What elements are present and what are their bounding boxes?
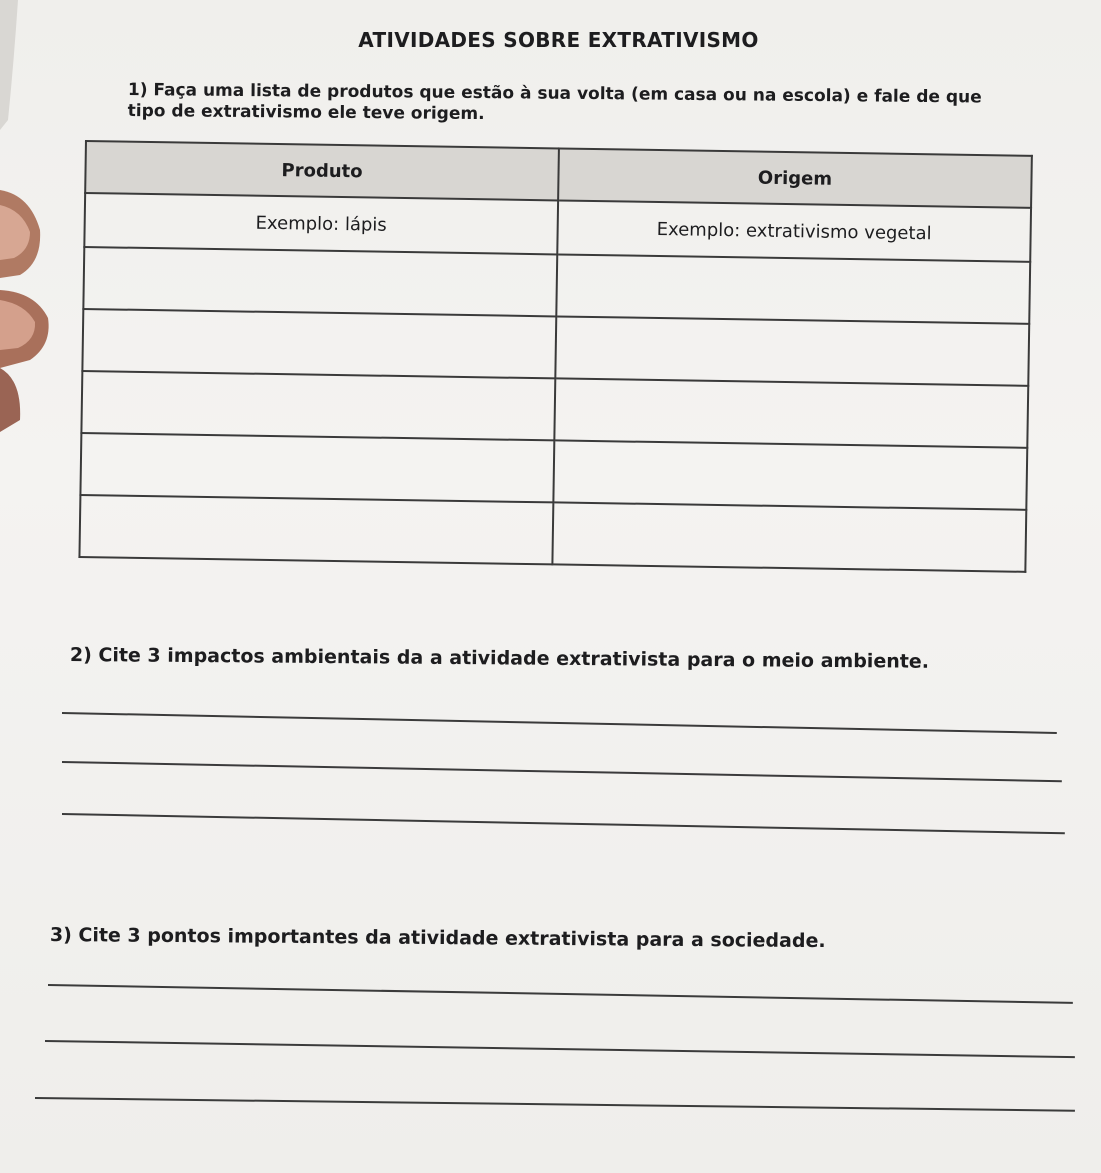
answer-line-q2-3[interactable] (62, 813, 1065, 834)
product-cell[interactable] (81, 371, 555, 440)
answer-line-q3-3[interactable] (35, 1097, 1075, 1112)
fingers-photo-edge (0, 0, 60, 440)
answer-line-q3-1[interactable] (48, 984, 1073, 1004)
example-product-cell: Exemplo: lápis (84, 193, 558, 254)
origin-cell[interactable] (556, 254, 1030, 323)
origin-cell[interactable] (552, 502, 1026, 571)
question-3: 3) Cite 3 pontos importantes da atividade extrativista para a sociedade. (49, 924, 826, 953)
origin-cell[interactable] (555, 316, 1029, 385)
answer-line-q2-2[interactable] (62, 761, 1062, 782)
question-1: 1) Faça uma lista de produtos que estão à sua volta (em casa ou na escola) e fale de que tipo de extrativismo ele teve origem. (127, 80, 982, 125)
origin-cell[interactable] (554, 378, 1028, 447)
product-cell[interactable] (79, 495, 553, 564)
answer-line-q2-1[interactable] (62, 712, 1057, 734)
answer-line-q3-2[interactable] (45, 1040, 1075, 1058)
product-cell[interactable] (83, 247, 557, 316)
products-table (78, 140, 1032, 573)
header-origem: Origem (558, 148, 1032, 207)
product-cell[interactable] (82, 309, 556, 378)
page-title: ATIVIDADES SOBRE EXTRATIVISMO (358, 28, 759, 52)
header-produto: Produto (85, 141, 559, 200)
origin-cell[interactable] (553, 440, 1027, 509)
question-2: 2) Cite 3 impactos ambientais da a atividade extrativista para o meio ambiente. (69, 644, 930, 673)
product-cell[interactable] (80, 433, 554, 502)
example-origin-cell: Exemplo: extrativismo vegetal (557, 200, 1031, 261)
